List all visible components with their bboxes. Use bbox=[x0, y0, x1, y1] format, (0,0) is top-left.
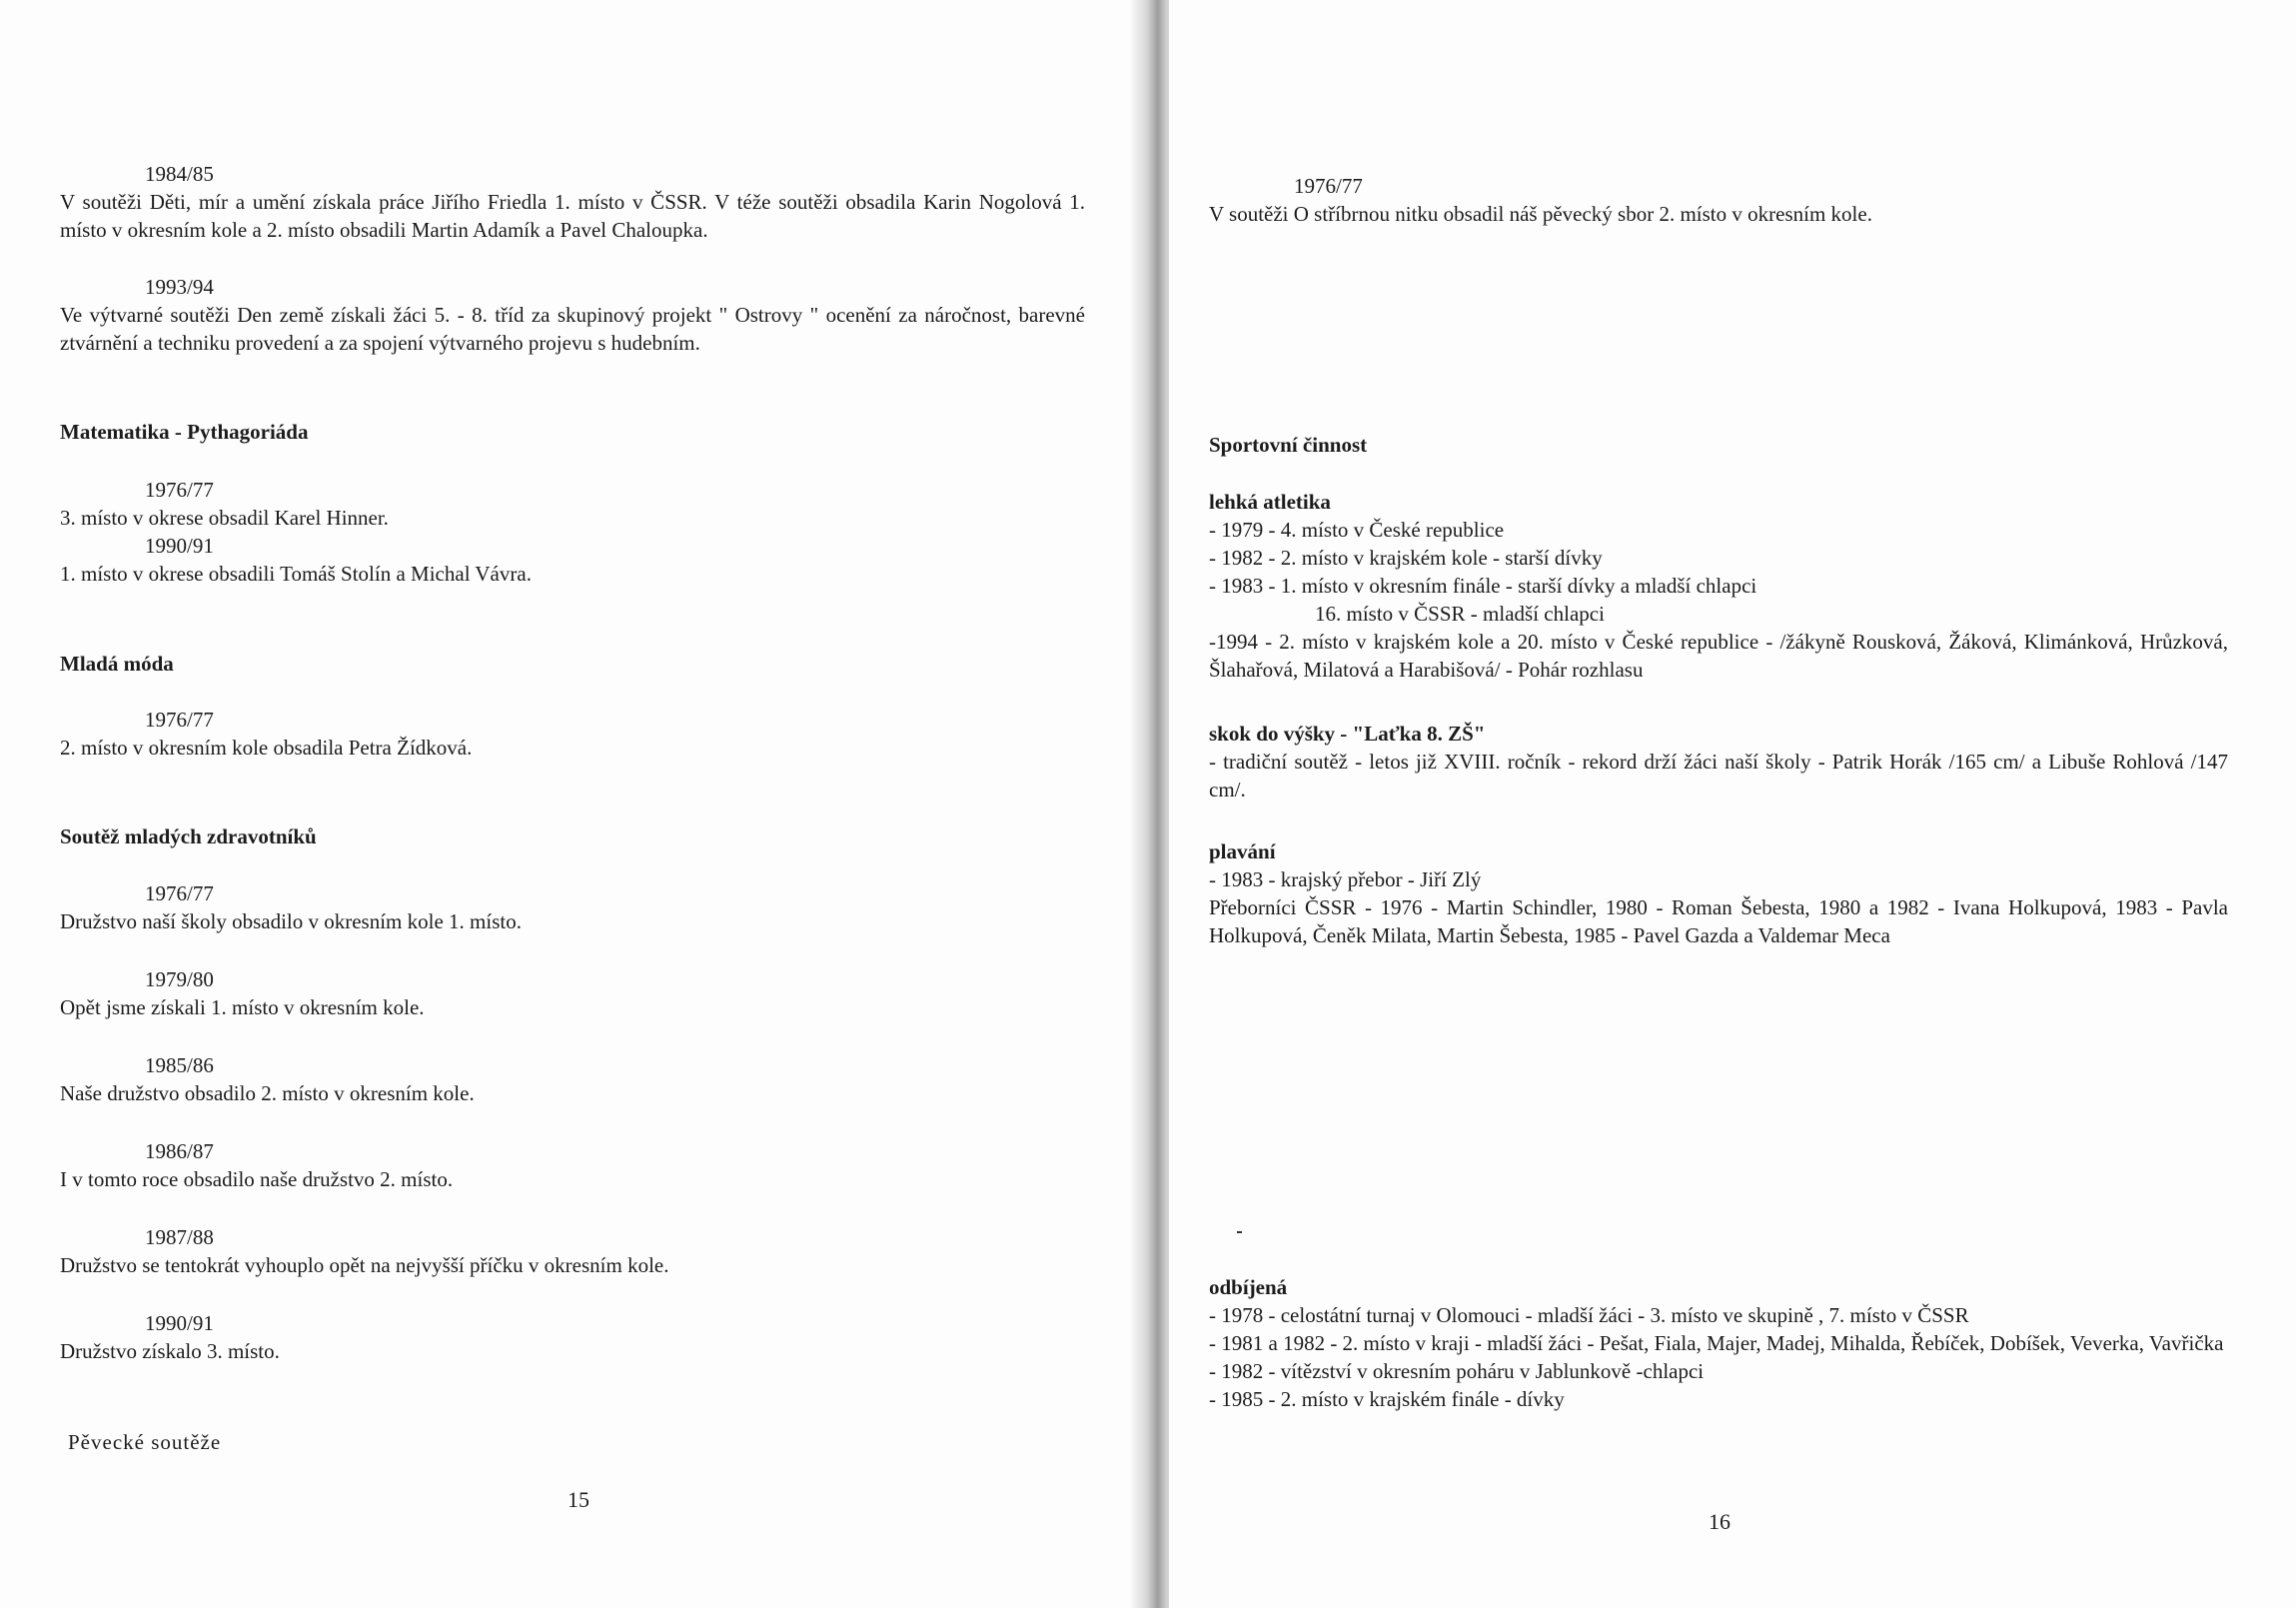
paragraph: V soutěži O stříbrnou nitku obsadil náš pěvecký sbor 2. místo v okresním kole. bbox=[1209, 202, 1872, 226]
zdravotnici-entry bbox=[60, 879, 522, 935]
heading-mlada-moda: Mladá móda bbox=[60, 652, 174, 676]
year-label: 1976/77 bbox=[145, 708, 214, 732]
zdravotnici-entry bbox=[60, 1051, 475, 1107]
paragraph: Opět jsme získali 1. místo v okresním kole. bbox=[60, 995, 425, 1019]
year-label: 1993/94 bbox=[145, 275, 214, 299]
paragraph: 2. místo v okresním kole obsadila Petra Žídková. bbox=[60, 736, 473, 760]
paragraph: Družstvo získalo 3. místo. bbox=[60, 1339, 280, 1363]
heading-matematika: Matematika - Pythagoriáda bbox=[60, 420, 309, 444]
right-page bbox=[1169, 0, 2296, 1608]
year-label: 1976/77 bbox=[145, 881, 214, 905]
year-label: 1976/77 bbox=[1294, 174, 1363, 198]
year-label: 1985/86 bbox=[145, 1053, 214, 1077]
year-label: 1987/88 bbox=[145, 1225, 214, 1249]
year-label: 1990/91 bbox=[145, 534, 214, 558]
paragraph: Družstvo se tentokrát vyhouplo opět na nejvyšší příčku v okresním kole. bbox=[60, 1253, 669, 1277]
list-item: - 1985 - 2. místo v krajském finále - dívky bbox=[1209, 1387, 1565, 1411]
list-item: - 1982 - 2. místo v krajském kole - starší dívky bbox=[1209, 546, 1603, 570]
paragraph: Naše družstvo obsadilo 2. místo v okresním kole. bbox=[60, 1081, 475, 1105]
heading-sportovni-cinnost: Sportovní činnost bbox=[1209, 433, 1368, 457]
skok-section bbox=[1209, 720, 2228, 804]
paragraph: 3. místo v okrese obsadil Karel Hinner. bbox=[60, 506, 389, 530]
list-item: -1994 - 2. místo v krajském kole a 20. místo v České republice - /žákyně Rousková, Žáková, Klimánková, Hrůzková, Šlahařová, Milatová a Harabišová/ - Pohár rozhlasu bbox=[1209, 630, 2228, 682]
paragraph: Přeborníci ČSSR - 1976 - Martin Schindler, 1980 - Roman Šebesta, 1980 a 1982 - Ivana Holkupová, 1983 - Pavla Holkupová, Čeněk Milata, Martin Šebesta, 1985 - Pavel Gazda a Valdemar Meca bbox=[1209, 895, 2228, 947]
heading-pevecke-souteze: Pěvecké soutěže bbox=[68, 1430, 222, 1454]
year-label: 1976/77 bbox=[145, 478, 214, 502]
paragraph: - tradiční soutěž - letos již XVIII. ročník - rekord drží žáci naší školy - Patrik Horák /165 cm/ a Libuše Rohlová /147 cm/. bbox=[1209, 750, 2228, 802]
zdravotnici-entry bbox=[60, 1137, 453, 1193]
year-label: 1984/85 bbox=[145, 162, 214, 186]
paragraph: Ve výtvarné soutěži Den země získali žáci 5. - 8. tříd za skupinový projekt " Ostrovy " ocenění za náročnost, barevné ztvárnění a techniku provedení a za spojení výtvarného projevu s hudebním. bbox=[60, 303, 1085, 355]
section-1993-94 bbox=[60, 273, 1085, 357]
list-item: - 1981 a 1982 - 2. místo v kraji - mladší žáci - Pešat, Fiala, Majer, Madej, Mihalda, Řebíček, Dobíšek, Veverka, Vavřička bbox=[1209, 1331, 2224, 1355]
subheading: plavání bbox=[1209, 839, 1276, 863]
matematika-entries bbox=[60, 476, 532, 588]
zdravotnici-entry bbox=[60, 965, 425, 1021]
page-number: 16 bbox=[1709, 1509, 1730, 1534]
year-label: 1990/91 bbox=[145, 1311, 214, 1335]
list-item: - 1982 - vítězství v okresním poháru v Jablunkově -chlapci bbox=[1209, 1359, 1705, 1383]
scan-speck bbox=[1237, 1231, 1242, 1233]
heading-zdravotnici: Soutěž mladých zdravotníků bbox=[60, 824, 317, 848]
page-number: 15 bbox=[568, 1487, 589, 1512]
atletika-section bbox=[1209, 488, 2228, 684]
list-item: - 1983 - krajský přebor - Jiří Zlý bbox=[1209, 867, 1482, 891]
list-item: - 1978 - celostátní turnaj v Olomouci - mladší žáci - 3. místo ve skupině , 7. místo v ČSSR bbox=[1209, 1303, 1969, 1327]
year-label: 1986/87 bbox=[145, 1139, 214, 1163]
paragraph: 1. místo v okrese obsadili Tomáš Stolín a Michal Vávra. bbox=[60, 562, 532, 586]
list-item: - 1983 - 1. místo v okresním finále - starší dívky a mladší chlapci bbox=[1209, 574, 1757, 598]
paragraph: V soutěži Děti, mír a umění získala práce Jiřího Friedla 1. místo v ČSSR. V téže soutěži obsadila Karin Nogolová 1. místo v okresním kole a 2. místo obsadili Martin Adamík a Pavel Chaloupka. bbox=[60, 190, 1085, 242]
subheading: skok do výšky - "Laťka 8. ZŠ" bbox=[1209, 722, 1486, 746]
subheading: lehká atletika bbox=[1209, 490, 1331, 514]
section-1984-85 bbox=[60, 160, 1085, 244]
subheading: odbíjená bbox=[1209, 1275, 1288, 1299]
list-item: - 1979 - 4. místo v České republice bbox=[1209, 518, 1505, 542]
mlada-moda-entries bbox=[60, 706, 472, 762]
pevecke-entry bbox=[1209, 172, 1872, 228]
zdravotnici-entry bbox=[60, 1309, 280, 1365]
odbijena-section bbox=[1209, 1273, 2228, 1413]
paragraph: I v tomto roce obsadilo naše družstvo 2. místo. bbox=[60, 1167, 454, 1191]
plavani-section bbox=[1209, 837, 2228, 949]
zdravotnici-entry bbox=[60, 1223, 668, 1279]
paragraph: Družstvo naší školy obsadilo v okresním kole 1. místo. bbox=[60, 909, 522, 933]
list-item-continuation: 16. místo v ČSSR - mladší chlapci bbox=[1315, 602, 1605, 626]
year-label: 1979/80 bbox=[145, 967, 214, 991]
left-page bbox=[0, 0, 1144, 1608]
